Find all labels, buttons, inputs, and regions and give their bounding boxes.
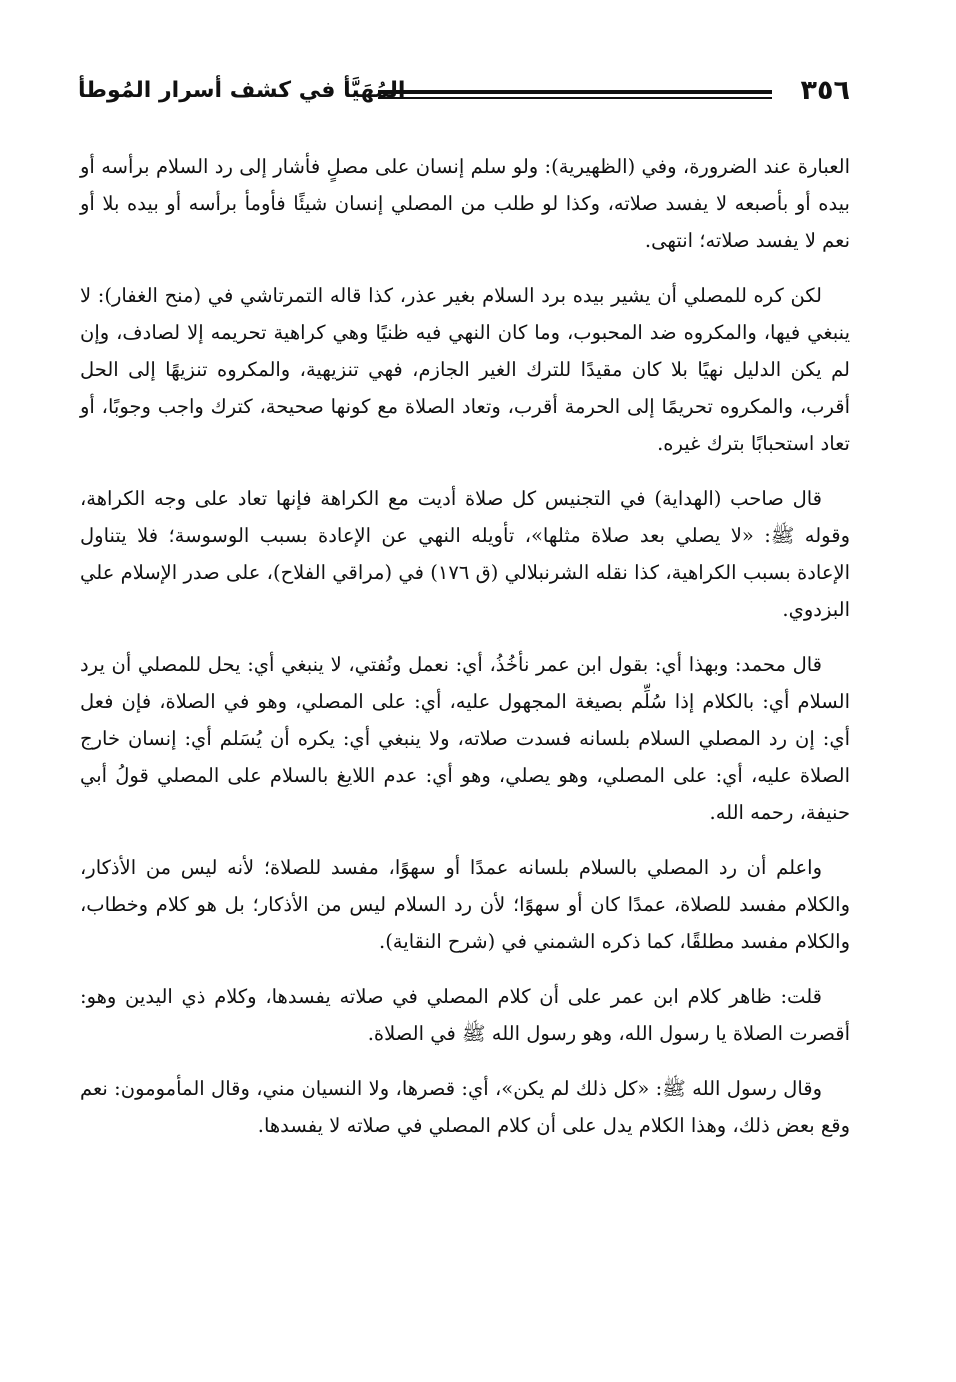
paragraph: قال صاحب (الهداية) في التجنيس كل صلاة أديت مع الكراهة فإنها تعاد على وجه الكراهة، وقوله ﷺ: «لا يصلي بعد صلاة مثلها»، تأويله النهي عن الإعادة بسبب الوسوسة؛ فلا يتناول الإعادة بسبب الكراهية، كذا نقله الشرنبلالي (ق ١٧٦) في (مراقي الفلاح)، على صدر الإسلام علي البزدوي.	[80, 487, 850, 621]
paragraph: وقال رسول الله ﷺ: «كل ذلك لم يكن»، أي: قصرها، ولا النسيان مني، وقال المأمومون: نعم وقع بعض ذلك، وهذا الكلام يدل على أن كلام المصلي في صلاته لا يفسدها.	[80, 1077, 850, 1137]
paragraph: واعلم أن رد المصلي بالسلام بلسانه عمدًا أو سهوًا، مفسد للصلاة؛ لأنه ليس من الأذكار، والكلام مفسد للصلاة، عمدًا كان أو سهوًا؛ لأن رد السلام ليس من الأذكار؛ بل هو كلام وخطاب، والكلام مفسد مطلقًا، كما ذكره الشمني في (شرح النقاية).	[80, 856, 850, 953]
header-rule-thick	[378, 90, 772, 94]
header-rule	[378, 90, 772, 100]
page-number: ٣٥٦	[800, 75, 850, 106]
paragraph: قلت: ظاهر كلام ابن عمر على أن كلام المصلي في صلاته يفسدها، وكلام ذي اليدين وهو: أقصرت الصلاة يا رسول الله، وهو رسول الله ﷺ في الصلاة.	[80, 985, 850, 1045]
page-header	[78, 72, 850, 118]
header-rule-thin	[378, 97, 772, 99]
paragraph: قال محمد: وبهذا أي: بقول ابن عمر نأخُذُ، أي: نعمل ونُفتي، لا ينبغي أي: يحل للمصلي أن يرد السلام أي: بالكلام إذا سُلِّم بصيغة المجهول عليه، أي: على المصلي، وهو في الصلاة، فإن فعل أي: إن رد المصلي السلام بلسانه فسدت صلاته، ولا ينبغي أي: يكره أن يُسَلم أي: إنسان خارج الصلاة عليه، أي: على المصلي، وهو يصلي، وهو أي: عدم اللايغ بالسلام على المصلي قولُ أبي حنيفة، رحمه الله.	[80, 653, 850, 824]
paragraph: لكن كره للمصلي أن يشير بيده برد السلام بغير عذر، كذا قاله التمرتاشي في (منح الغفار): لا ينبغي فيها، والمكروه ضد المحبوب، وما كان النهي فيه ظنيًا وهي كراهية تحريمه إلا لصادف، وإن لم يكن الدليل نهيًا بلا كان مقيدًا للترك الغير الجازم، فهي تنزيهية، والمكروه تنزيهًا إلى الحل أقرب، والمكروه تحريمًا إلى الحرمة أقرب، وتعاد الصلاة مع كونها صحيحة، كترك واجب وجوبًا، أو تعاد استحبابًا بترك غيره.	[80, 284, 850, 455]
book-title: المُهَيَّأ في كشف أسرار المُوطأ	[78, 78, 406, 103]
paragraph: العبارة عند الضرورة، وفي (الظهيرية): ولو سلم إنسان على مصلٍ فأشار إلى رد السلام برأسه أو بيده أو بأصبعه لا يفسد صلاته، وكذا لو طلب من المصلي إنسان شيئًا فأومأ برأسه أو بيده بلا أو نعم لا يفسد صلاته؛ انتهى.	[80, 155, 850, 252]
page-body	[80, 148, 850, 1162]
